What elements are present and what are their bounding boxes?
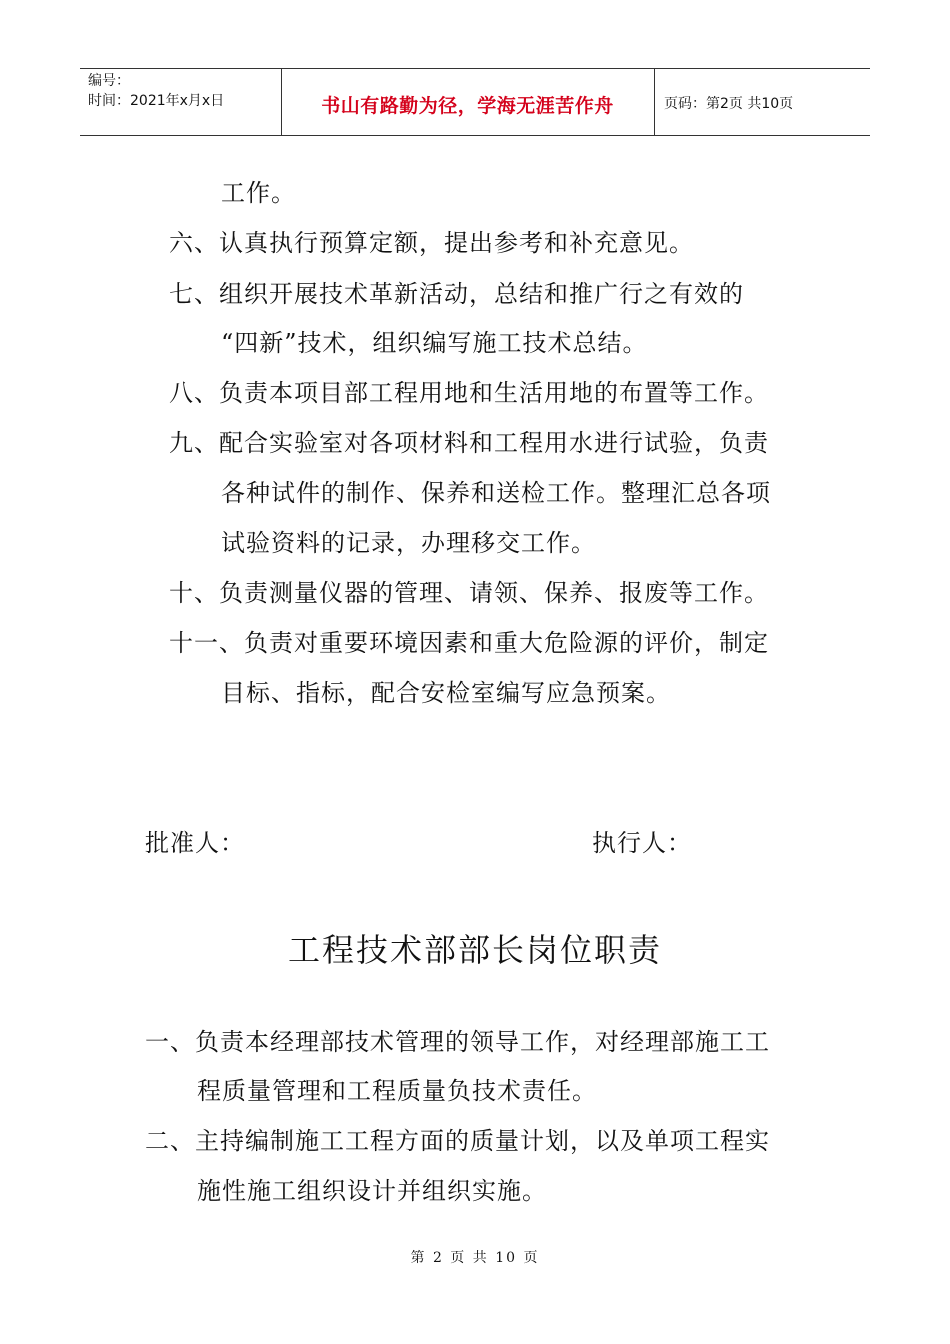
header-time-label: 时间：2021年x月x日 <box>88 93 225 109</box>
body-line: 程质量管理和工程质量负技术责任。 <box>197 1077 597 1105</box>
body-line: 各种试件的制作、保养和送检工作。整理汇总各项 <box>221 479 771 507</box>
body-line: 试验资料的记录，办理移交工作。 <box>221 529 596 557</box>
body-line: 目标、指标，配合安检室编写应急预案。 <box>221 679 671 707</box>
list-item-7: 七、组织开展技术革新活动，总结和推广行之有效的 <box>169 280 744 308</box>
header-meta <box>88 71 224 111</box>
executor-label: 执行人： <box>592 829 692 857</box>
list-item-6: 六、认真执行预算定额，提出参考和补充意见。 <box>169 229 694 257</box>
section-title: 工程技术部部长岗位职责 <box>287 931 662 969</box>
header-page-info: 页码：第2页 共10页 <box>664 96 794 112</box>
body-line: 工作。 <box>221 179 296 207</box>
header-bottom-rule <box>80 135 870 136</box>
header-motto: 书山有路勤为径，学海无涯苦作舟 <box>321 95 614 117</box>
header-divider-right <box>654 68 655 135</box>
list-item-10: 十、负责测量仪器的管理、请领、保养、报废等工作。 <box>169 579 769 607</box>
duty-item-2: 二、主持编制施工工程方面的质量计划，以及单项工程实 <box>145 1127 770 1155</box>
body-line: “四新”技术，组织编写施工技术总结。 <box>221 329 648 357</box>
header-top-rule <box>80 68 870 69</box>
page-footer: 第 2 页 共 10 页 <box>410 1250 540 1266</box>
duty-item-1: 一、负责本经理部技术管理的领导工作，对经理部施工工 <box>145 1028 770 1056</box>
list-item-11: 十一、负责对重要环境因素和重大危险源的评价，制定 <box>169 629 769 657</box>
approver-label: 批准人： <box>145 829 245 857</box>
list-item-9: 九、配合实验室对各项材料和工程用水进行试验，负责 <box>169 429 769 457</box>
header-number-label: 编号： <box>88 73 130 89</box>
list-item-8: 八、负责本项目部工程用地和生活用地的布置等工作。 <box>169 379 769 407</box>
body-line: 施性施工组织设计并组织实施。 <box>197 1177 547 1205</box>
